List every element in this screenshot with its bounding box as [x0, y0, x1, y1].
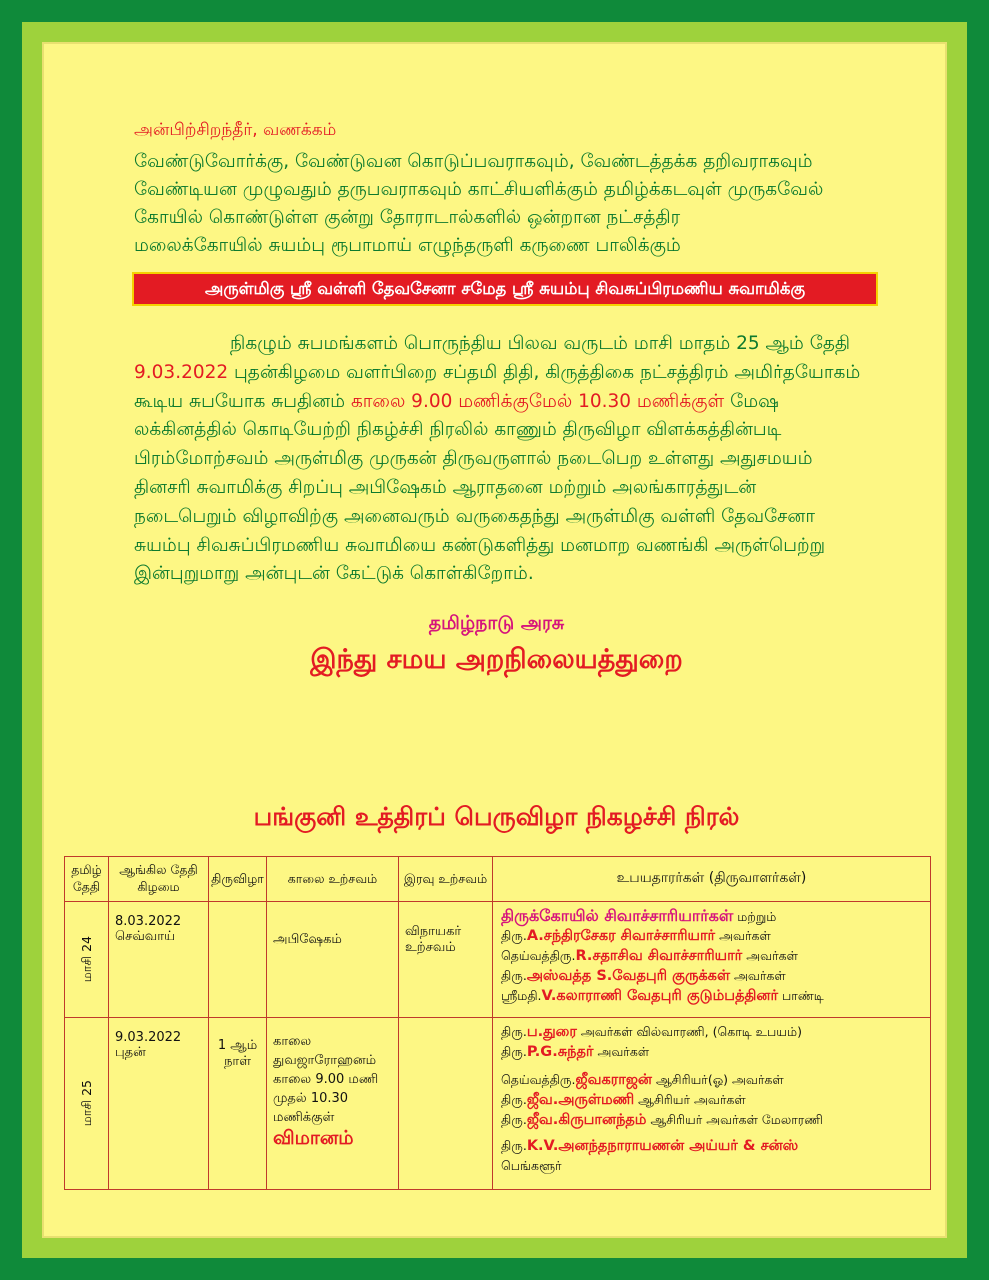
para-line: நடைபெறும் விழாவிற்கு அனைவரும் வருகைதந்து அருள்மிகு வள்ளி தேவசேனா — [134, 505, 816, 527]
header-morning: காலை உற்சவம் — [267, 857, 399, 902]
header-festival: திருவிழா — [209, 857, 267, 902]
festival-date: 9.03.2022 — [134, 361, 229, 383]
donor-line: திரு.ஜீவ.கிருபானந்தம் ஆசிரியர் அவர்கள் மேலாரணி — [501, 1112, 823, 1128]
cell-english-date — [109, 902, 209, 1018]
header-tamil-date: தமிழ் தேதி — [65, 857, 109, 902]
para-line: பிரம்மோற்சவம் அருள்மிகு முருகன் திருவருளால் நடைபெற உள்ளது அதுசமயம் — [134, 448, 813, 470]
cell-donors — [493, 1018, 931, 1190]
cell-night: விநாயகர் உற்சவம் — [399, 902, 493, 1018]
invitation-paragraph — [134, 330, 864, 589]
table-header-row — [65, 857, 931, 902]
header-night: இரவு உற்சவம் — [399, 857, 493, 902]
donor-line: திரு.A.சந்திரசேகர சிவாச்சாரியார் அவர்கள் — [501, 928, 771, 944]
donor-line: ஸ்ரீமதி.V.கலாராணி வேதபுரி குடும்பத்தினர் பாண்டி — [501, 988, 824, 1004]
intro-line: மலைக்கோயில் சுயம்பு ரூபாமாய் எழுந்தருளி கருணை பாலிக்கும் — [134, 235, 681, 256]
para-text: கூடிய சுபயோக சுபதினம் — [134, 390, 351, 412]
morning-text: காலை துவஜாரோஹனம் காலை 9.00 மணி முதல் 10.30 மணிக்குள் — [273, 1034, 379, 1125]
invitation-page — [42, 42, 947, 1238]
table-row — [65, 902, 931, 1018]
donor-line: பெங்களூர் — [501, 1158, 562, 1173]
para-line: தினசரி சுவாமிக்கு சிறப்பு அபிஷேகம் ஆராதனை மற்றும் அலங்காரத்துடன் — [134, 476, 757, 498]
cell-festival: 1 ஆம் நாள் — [209, 1018, 267, 1190]
para-text: மேஷ — [724, 390, 779, 412]
donor-line: திரு.அஸ்வத்த S.வேதபுரி குருக்கள் அவர்கள் — [501, 968, 786, 984]
government-name: தமிழ்நாடு அரசு — [428, 612, 565, 634]
para-line: சுயம்பு சிவசுப்பிரமணிய சுவாமியை கண்டுகளித்து மனமாற வணங்கி அருள்பெற்று — [134, 534, 826, 556]
deity-banner: அருள்மிகு ஸ்ரீ வள்ளி தேவசேனா சமேத ஸ்ரீ சுயம்பு சிவசுப்பிரமணிய சுவாமிக்கு — [132, 272, 878, 306]
donor-line: திருக்கோயில் சிவாச்சாரியார்கள் மற்றும் — [501, 906, 777, 925]
intro-line: கோயில் கொண்டுள்ள குன்று தோராடால்களில் ஒன்றான நட்சத்திர — [134, 207, 681, 228]
day-text: புதன் — [115, 1045, 146, 1060]
date-text: 8.03.2022 — [115, 914, 182, 929]
cell-morning: அபிஷேகம் — [267, 902, 399, 1018]
salutation: அன்பிற்சிறந்தீர், வணக்கம் — [134, 120, 337, 140]
donor-line: தெய்வத்திரு.R.சதாசிவ சிவாச்சாரியார் அவர்கள் — [501, 948, 798, 964]
header-donors: உபயதாரர்கள் (திருவாளர்கள்) — [493, 857, 931, 902]
donor-line: தெய்வத்திரு.ஜீவகராஜன் ஆசிரியர்(ஓ) அவர்கள் — [501, 1072, 784, 1088]
para-line — [134, 359, 864, 388]
cell-english-date — [109, 1018, 209, 1190]
department-name: இந்து சமய அறநிலையத்துறை — [310, 644, 683, 675]
para-line: லக்கினத்தில் கொடியேற்றி நிகழ்ச்சி நிரலில் காணும் திருவிழா விளக்கத்தின்படி — [134, 419, 782, 441]
tamil-date-text: மாசி 24 — [78, 936, 94, 983]
donor-line: திரு.ப.துரை அவர்கள் வில்வாரணி, (கொடி உபயம்) — [501, 1024, 802, 1040]
festival-time: காலை 9.00 மணிக்குமேல் 10.30 மணிக்குள் — [350, 390, 725, 412]
donor-line: திரு.P.G.சுந்தர் அவர்கள் — [501, 1044, 650, 1060]
cell-tamil-date — [65, 1018, 109, 1190]
day-text: செவ்வாய் — [115, 929, 176, 944]
header-english-date: ஆங்கில தேதி கிழமை — [109, 857, 209, 902]
cell-night — [399, 1018, 493, 1190]
schedule-title: பங்குனி உத்திரப் பெருவிழா நிகழச்சி நிரல் — [253, 802, 740, 831]
para-line: நிகழும் சுபமங்களம் பொருந்திய பிலவ வருடம் மாசி மாதம் 25 ஆம் தேதி — [230, 333, 851, 354]
intro-line: வேண்டியன முழுவதும் தருபவராகவும் காட்சியளிக்கும் தமிழ்க்கடவுள் முருகவேல் — [134, 179, 824, 200]
para-line — [134, 388, 864, 417]
intro-line: வேண்டுவோர்க்கு, வேண்டுவன கொடுப்பவராகவும், வேண்டத்தக்க தறிவராகவும் — [134, 151, 813, 172]
donor-line: திரு.ஜீவ.அருள்மணி ஆசிரியர் அவர்கள் — [501, 1092, 746, 1108]
donor-line: திரு.K.V.அனந்தநாராயணன் அய்யர் & சன்ஸ் — [501, 1138, 799, 1154]
vimanam-label: விமானம் — [273, 1127, 354, 1149]
cell-morning — [267, 1018, 399, 1190]
para-text: புதன்கிழமை வளர்பிறை சப்தமி திதி, கிருத்திகை நட்சத்திரம் அமிர்தயோகம் — [228, 361, 861, 383]
table-row — [65, 1018, 931, 1190]
cell-donors — [493, 902, 931, 1018]
cell-tamil-date — [65, 902, 109, 1018]
intro-paragraph — [134, 148, 864, 260]
para-line: இன்புறுமாறு அன்புடன் கேட்டுக் கொள்கிறோம். — [134, 563, 534, 585]
schedule-table — [64, 856, 931, 1190]
cell-festival — [209, 902, 267, 1018]
date-text: 9.03.2022 — [115, 1030, 182, 1045]
tamil-date-text: மாசி 25 — [78, 1080, 94, 1127]
